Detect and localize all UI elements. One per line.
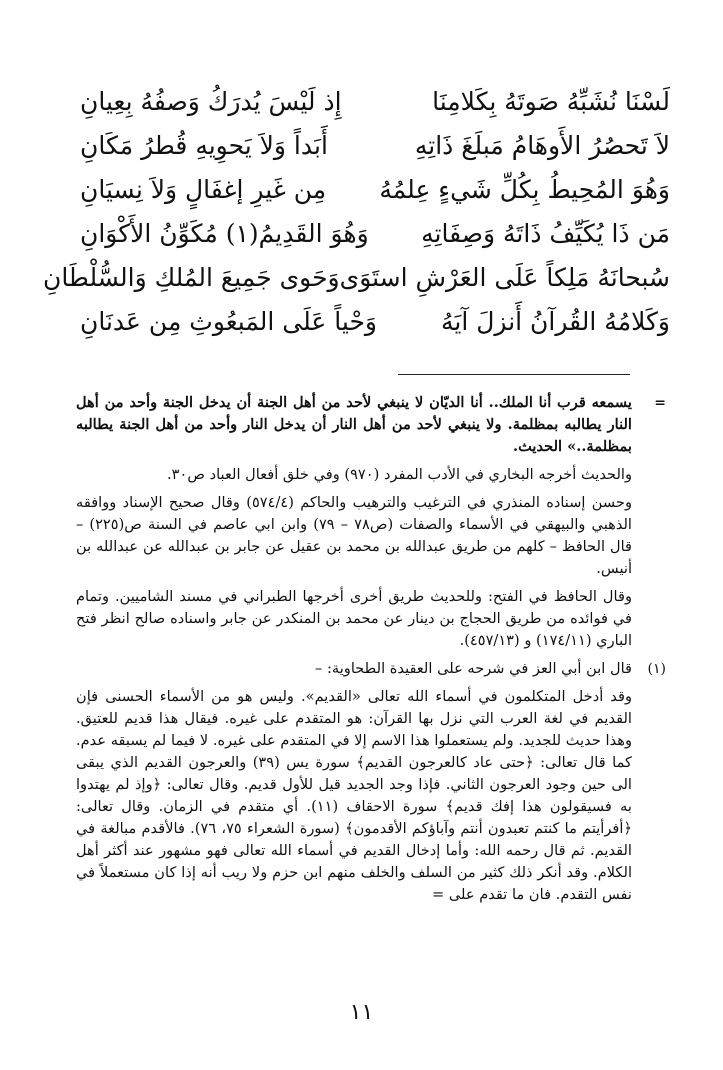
- footnote-divider: [398, 374, 630, 375]
- poem-verse: [80, 168, 670, 212]
- footnotes: [76, 392, 666, 912]
- hemistich-left: وَحَوى جَمِيعَ المُلكِ وَالسُّلْطَانِ: [42, 263, 340, 292]
- poem-verse: [80, 300, 670, 344]
- footnote-paragraph: والحديث أخرجه البخاري في الأدب المفرد (٩٧٠) وفي خلق أفعال العباد ص٣٠.: [167, 466, 632, 483]
- poem-block: [42, 80, 670, 344]
- footnote-continuation: [76, 392, 666, 458]
- hemistich-right: لاَ تَحصُرُ الأَوهَامُ مَبلَغَ ذَاتِهِ: [414, 131, 670, 160]
- hemistich-right: سُبحانَهُ مَلِكاً عَلَى العَرْشِ استَوَى: [339, 263, 670, 292]
- poem-verse: [80, 124, 670, 168]
- hemistich-right: وَهُوَ المُحِيطُ بِكُلِّ شَيءٍ عِلمُهُ: [379, 175, 670, 204]
- footnote-1-marker: (١): [647, 661, 666, 677]
- footnote-text: يسمعه قرب أنا الملك.. أنا الديّان لا ينبغي لأحد من أهل الجنة أن يدخل الجنة وأحد من أهل النار يطالبه بمظلمة. ولا ينبغي لأحد من أهل النار أن يدخل النار وأحد من أهل الجنة يطالبه بمظلمة..» الحديث.: [76, 394, 632, 455]
- hemistich-left: وَحْياً عَلَى المَبعُوثِ مِن عَدنَانِ: [80, 307, 377, 336]
- hemistich-left: وَهُوَ القَدِيمُ(١) مُكَوِّنُ الأَكْوَانِ: [80, 219, 369, 248]
- hemistich-left: أَبَداً وَلاَ يَحوِيهِ قُطرُ مَكَانِ: [80, 131, 328, 160]
- poem-verse: [42, 256, 670, 300]
- hemistich-left: إِذ لَيْسَ يُدرَكُ وَصفُهُ بِعِيانِ: [80, 87, 342, 116]
- page-number: ١١: [349, 1000, 374, 1025]
- footnote-text: قال ابن أبي العز في شرحه على العقيدة الطحاوية: –: [315, 660, 632, 677]
- hemistich-left: مِن غَيرِ إغفَالٍ وَلاَ نِسيَانِ: [80, 175, 327, 204]
- poem-verse: [80, 80, 670, 124]
- footnote-paragraph: وقال الحافظ في الفتح: وللحديث طريق أخرى أخرجها الطبراني في مسند الشاميين. وتمام في فوائده من طريق الحجاج بن دينار عن محمد بن المنكدر عن جابر واسناده صالح انظر فتح الباري (١٧٤/١١) و (٤٥٧/١٣).: [76, 588, 632, 649]
- hemistich-right: وَكَلامُهُ القُرآنُ أَنزلَ آيَهُ: [440, 307, 670, 336]
- footnote-1-body: وقد أدخل المتكلمون في أسماء الله تعالى «القديم». وليس هو من الأسماء الحسنى فإن القديم في لغة العرب التي نزل بها القرآن: هو المتقدم على غيره. فيقال هذا قديم للعتيق. وهذا حديث للجديد. ولم يستعملوا هذا الاسم إلا في المتقدم على غيره. لا فيما لم يسبقه عدم. كما قال تعالى: ﴿حتى عاد كالعرجون القديم﴾ سورة يس (٣٩) والعرجون القديم الذي يبقى الى حين وجود العرجون الثاني. فإذا وجد الجديد قيل للأول قديم. وقال تعالى: ﴿وإذ لم يهتدوا به فسيقولون هذا إفك قديم﴾ سورة الاحقاف (١١). أي متقدم في الزمان. وقال تعالى: ﴿أفرأيتم ما كنتم تعبدون أنتم وآباؤكم الأقدمون﴾ (سورة الشعراء ٧٥، ٧٦). فالأقدم مبالغة في القديم. ثم قال رحمه الله: وأما إدخال القديم في أسماء الله تعالى فهو مشهور عند أكثر أهل الكلام. وقد أنكر ذلك كثير من السلف والخلف منهم ابن حزم ولا ريب أنه إذا كان مستعملاً في نفس التقدم. فان ما تقدم على =: [76, 688, 632, 903]
- footnote-paragraph: وحسن إسناده المنذري في الترغيب والترهيب والحاكم (٥٧٤/٤) وقال صحيح الإسناد ووافقه الذهبي والبيهقي في الأسماء والصفات (ص٧٨ – ٧٩) وابن ابي عاصم في السنة ص(٢٢٥) – قال الحافظ – كلهم من طريق عبدالله بن محمد بن عقيل عن جابر بن عبدالله عن عبدالله بن أنيس.: [76, 494, 632, 577]
- continuation-marker: =: [654, 395, 666, 411]
- poem-verse: [80, 212, 670, 256]
- footnote-1-heading: [76, 658, 666, 680]
- hemistich-right: لَسْنَا نُشَبِّهُ صَوتَهُ بِكَلامِنَا: [432, 87, 670, 116]
- hemistich-right: مَن ذَا يُكَيِّفُ ذَاتَهُ وَصِفَاتِهِ: [421, 219, 670, 248]
